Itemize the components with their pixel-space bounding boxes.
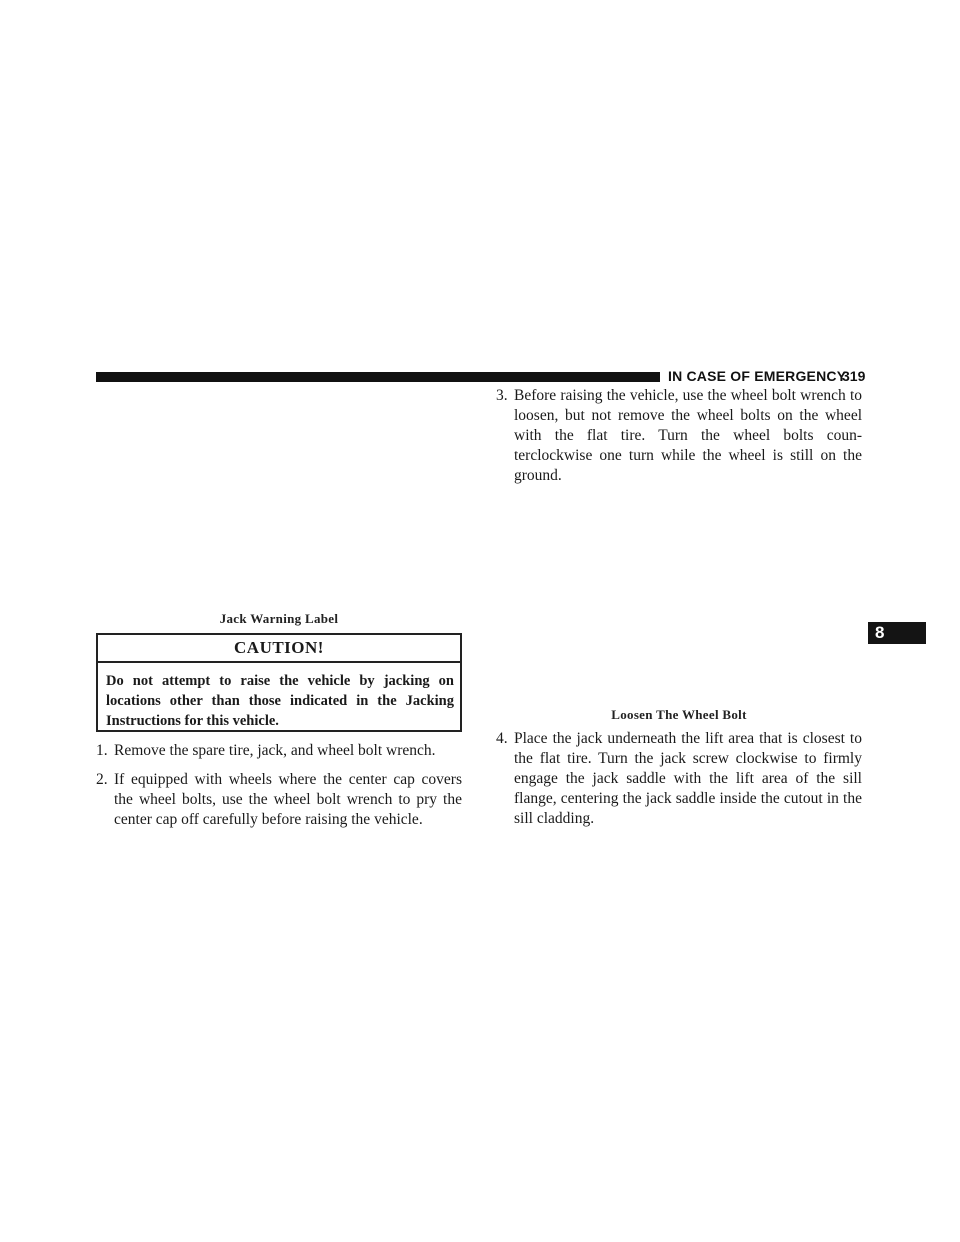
step-text: Place the jack underneath the lift area that is closest to the flat tire. Turn the jack screw clockwise to firmly engage the jack saddle with the lift area of the sill flange, centering the jack saddle inside the cutout in the sill cladding. (514, 730, 862, 827)
step-number: 1. (96, 742, 108, 759)
caution-body: Do not attempt to raise the vehicle by jacking on locations other than those indicated in the Jacking Instructions for this vehicle. (106, 673, 454, 729)
header-rule (96, 372, 660, 382)
step-text: Remove the spare tire, jack, and wheel bolt wrench. (114, 742, 436, 759)
step-1 (96, 741, 462, 761)
step-number: 3. (496, 387, 508, 404)
jack-warning-label-caption: Jack Warning Label (219, 611, 339, 626)
section-title: IN CASE OF EMERGENCY (668, 368, 847, 384)
step-number: 2. (96, 771, 108, 788)
caution-box (96, 633, 462, 732)
loosen-wheel-bolt-caption: Loosen The Wheel Bolt (611, 707, 747, 722)
caution-title: CAUTION! (98, 635, 460, 663)
step-text: Before raising the vehicle, use the wheel bolt wrench to loosen, but not remove the wheel bolts on the wheel with the flat tire. Turn the wheel bolts coun-terclockwise one turn while the wheel is still on the ground. (514, 387, 862, 484)
page-number: 319 (842, 368, 866, 384)
chapter-tab: 8 (868, 622, 926, 644)
step-text: If equipped with wheels where the center cap covers the wheel bolts, use the wheel bolt wrench to pry the center cap off carefully before raising the vehicle. (114, 771, 462, 828)
step-3 (496, 386, 862, 486)
step-2 (96, 770, 462, 830)
step-number: 4. (496, 730, 508, 747)
step-4 (496, 729, 862, 829)
